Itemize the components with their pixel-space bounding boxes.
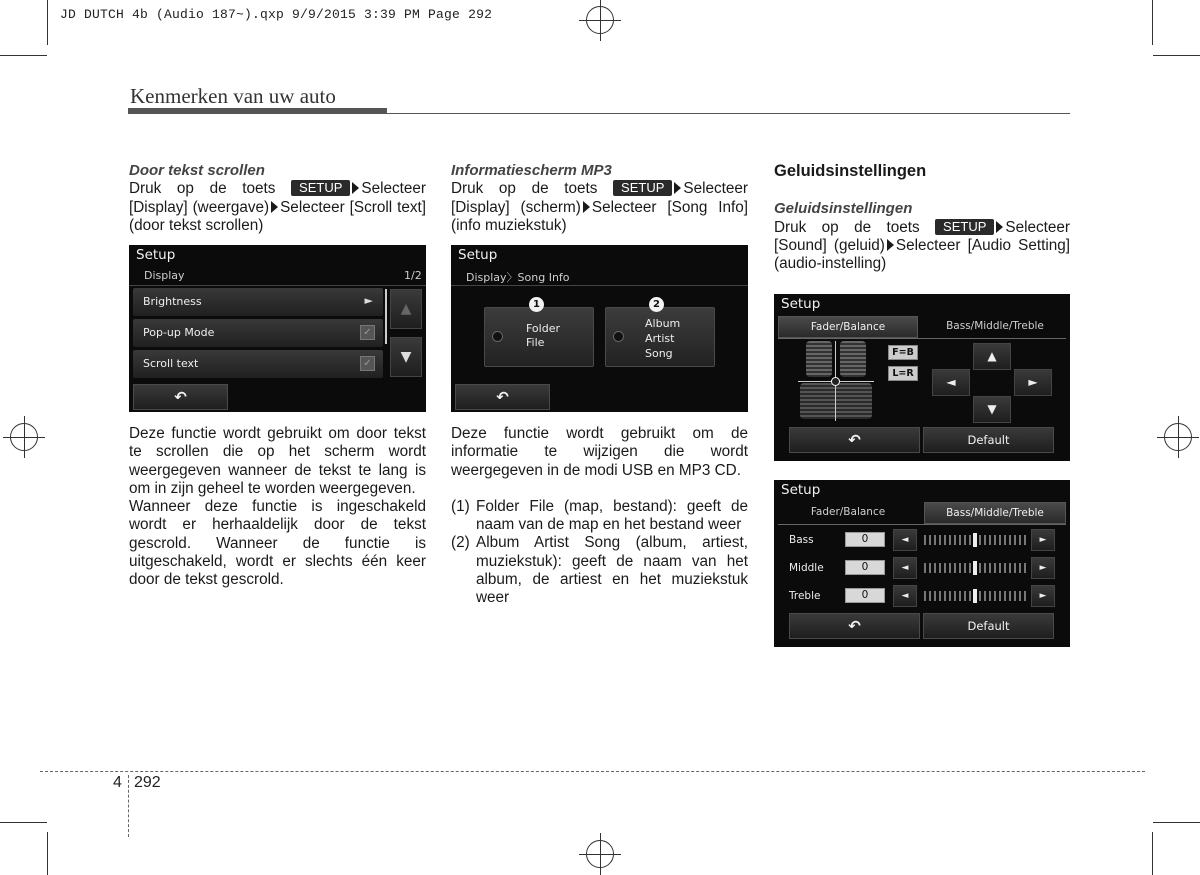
option-line: Artist xyxy=(645,332,675,345)
band-value: 0 xyxy=(845,532,885,547)
triangle-arrow-icon xyxy=(271,201,278,213)
screen-subtitle: Display〉Song Info xyxy=(466,271,570,284)
option-line: Album xyxy=(645,317,681,330)
screen-song-info xyxy=(451,245,748,412)
band-value: 0 xyxy=(845,560,885,575)
list-item: (1) Folder File (map, bestand): geeft de naam van de map en het bestand weer xyxy=(451,497,748,534)
column-2-body xyxy=(451,425,748,608)
paragraph: Wanneer deze functie is ingeschakeld wordt er herhaaldelijk door de tekst gescrold. Wanneer de functie is uitgeschakeld, wordt er slechts één keer door de tekst gescrold. xyxy=(129,498,426,589)
crop-mark xyxy=(1152,0,1153,45)
back-button[interactable]: ↶ xyxy=(133,384,228,410)
screen-fader-balance xyxy=(774,294,1070,461)
column-1 xyxy=(129,162,426,235)
triangle-arrow-icon xyxy=(996,221,1003,233)
band-label: Bass xyxy=(789,534,814,546)
option-line: Folder xyxy=(526,322,560,335)
fader-down-button[interactable]: ▼ xyxy=(973,396,1011,423)
back-button[interactable]: ↶ xyxy=(789,613,920,639)
menu-item-scroll-text[interactable]: Scroll text ✓ xyxy=(133,350,383,378)
subheading: Informatiescherm MP3 xyxy=(451,162,612,179)
band-row-treble xyxy=(774,583,1070,609)
back-button[interactable]: ↶ xyxy=(789,427,920,453)
menu-item-popup-mode[interactable]: Pop-up Mode ✓ xyxy=(133,319,383,347)
setup-key: SETUP xyxy=(291,180,350,196)
option-line: File xyxy=(526,336,545,349)
paragraph: Deze functie wordt gebruikt om de informatie te wijzigen die wordt weergegeven in de modi USB en MP3 CD. xyxy=(451,425,748,479)
radio-button[interactable] xyxy=(613,331,624,342)
tab-bass-middle-treble[interactable]: Bass/Middle/Treble xyxy=(924,502,1066,524)
instruction: Druk op de toets SETUP Selecteer [Sound] (geluid) Selecteer [Audio Setting] (audio-instelling) xyxy=(774,218,1070,273)
registration-mark-icon xyxy=(586,6,614,34)
band-decrease-button[interactable]: ◄ xyxy=(893,529,917,551)
column-3 xyxy=(774,162,1070,273)
default-button[interactable]: Default xyxy=(923,613,1054,639)
footer-rule xyxy=(40,771,1145,772)
triangle-arrow-icon xyxy=(674,182,681,194)
header-rule xyxy=(128,108,387,114)
heading: Geluidsinstellingen xyxy=(774,162,927,180)
fader-up-button[interactable]: ▲ xyxy=(973,343,1011,370)
screen-title: Setup xyxy=(781,482,821,498)
instruction: Druk op de toets SETUP Selecteer [Display] (scherm) Selecteer [Song Info] (info muziekstuk) xyxy=(451,180,748,234)
section-title: Kenmerken van uw auto xyxy=(130,84,336,108)
crop-mark xyxy=(1153,55,1200,56)
tab-bass-middle-treble[interactable]: Bass/Middle/Treble xyxy=(946,320,1044,332)
screen-title: Setup xyxy=(458,247,498,263)
screen-bass-middle-treble xyxy=(774,480,1070,647)
crop-mark xyxy=(1153,822,1200,823)
option-album-artist-song[interactable] xyxy=(605,307,715,367)
registration-mark-icon xyxy=(586,840,614,868)
chapter-number: 4 xyxy=(113,774,122,791)
footer-rule xyxy=(128,775,129,837)
subheading: Door tekst scrollen xyxy=(129,162,265,179)
callout-2: 2 xyxy=(649,297,664,312)
screen-subtitle: Display xyxy=(144,269,185,282)
scroll-up-button[interactable]: ▲ xyxy=(390,289,422,329)
scrollbar[interactable] xyxy=(385,289,387,344)
setup-key: SETUP xyxy=(613,180,672,196)
page-number: 292 xyxy=(134,774,161,791)
band-slider-thumb[interactable] xyxy=(973,533,977,547)
fader-center-button[interactable]: F=B xyxy=(888,345,918,360)
registration-mark-icon xyxy=(10,423,38,451)
band-slider-thumb[interactable] xyxy=(973,561,977,575)
crop-mark xyxy=(0,822,47,823)
crop-mark xyxy=(0,55,47,56)
band-decrease-button[interactable]: ◄ xyxy=(893,557,917,579)
balance-center-button[interactable]: L=R xyxy=(888,366,918,381)
default-button[interactable]: Default xyxy=(923,427,1054,453)
crop-mark xyxy=(47,832,48,875)
balance-right-button[interactable]: ► xyxy=(1014,369,1052,396)
back-button[interactable]: ↶ xyxy=(455,384,550,410)
print-slug: JD DUTCH 4b (Audio 187~).qxp 9/9/2015 3:39 PM Page 292 xyxy=(60,7,493,22)
tab-fader-balance[interactable]: Fader/Balance xyxy=(778,316,918,338)
band-decrease-button[interactable]: ◄ xyxy=(893,585,917,607)
band-slider-thumb[interactable] xyxy=(973,589,977,603)
option-line: Song xyxy=(645,347,673,360)
crop-mark xyxy=(47,0,48,45)
column-2 xyxy=(451,162,748,235)
balance-left-button[interactable]: ◄ xyxy=(932,369,970,396)
band-row-bass xyxy=(774,527,1070,553)
band-value: 0 xyxy=(845,588,885,603)
checkbox[interactable]: ✓ xyxy=(360,325,375,340)
band-label: Middle xyxy=(789,562,824,574)
band-label: Treble xyxy=(789,590,821,602)
band-increase-button[interactable]: ► xyxy=(1031,557,1055,579)
triangle-arrow-icon xyxy=(352,182,359,194)
option-folder-file[interactable] xyxy=(484,307,594,367)
setup-key: SETUP xyxy=(935,219,994,235)
instruction: Druk op de toets SETUP Selecteer [Display] (weergave) Selecteer [Scroll text] (door tekst scrollen) xyxy=(129,180,427,234)
paragraph: Deze functie wordt gebruikt om door tekst te scrollen die op het scherm wordt weergegeven wanneer de tekst te lang is om in zijn geheel te worden weergegeven. xyxy=(129,425,426,497)
registration-mark-icon xyxy=(1164,423,1192,451)
list-item: (2) Album Artist Song (album, artiest, muziekstuk): geeft de naam van het album, de artiest en het muziekstuk weer xyxy=(451,534,748,607)
tab-fader-balance[interactable]: Fader/Balance xyxy=(810,506,886,518)
page-indicator: 1/2 xyxy=(404,269,422,282)
column-1-body xyxy=(129,425,426,590)
radio-button[interactable] xyxy=(492,331,503,342)
screen-title: Setup xyxy=(136,247,176,263)
band-increase-button[interactable]: ► xyxy=(1031,585,1055,607)
callout-1: 1 xyxy=(529,297,544,312)
chevron-right-icon: ► xyxy=(364,294,373,307)
header-rule xyxy=(387,113,1070,114)
scroll-down-button[interactable]: ▼ xyxy=(390,337,422,377)
subheading: Geluidsinstellingen xyxy=(774,200,913,218)
triangle-arrow-icon xyxy=(583,201,590,213)
seat-diagram-icon xyxy=(798,341,874,421)
triangle-arrow-icon xyxy=(887,239,894,251)
checkbox[interactable]: ✓ xyxy=(360,356,375,371)
band-row-middle xyxy=(774,555,1070,581)
screen-title: Setup xyxy=(781,296,821,312)
band-increase-button[interactable]: ► xyxy=(1031,529,1055,551)
menu-item-brightness[interactable]: Brightness ► xyxy=(133,288,383,316)
screen-scroll-text xyxy=(129,245,426,412)
crop-mark xyxy=(1152,832,1153,875)
